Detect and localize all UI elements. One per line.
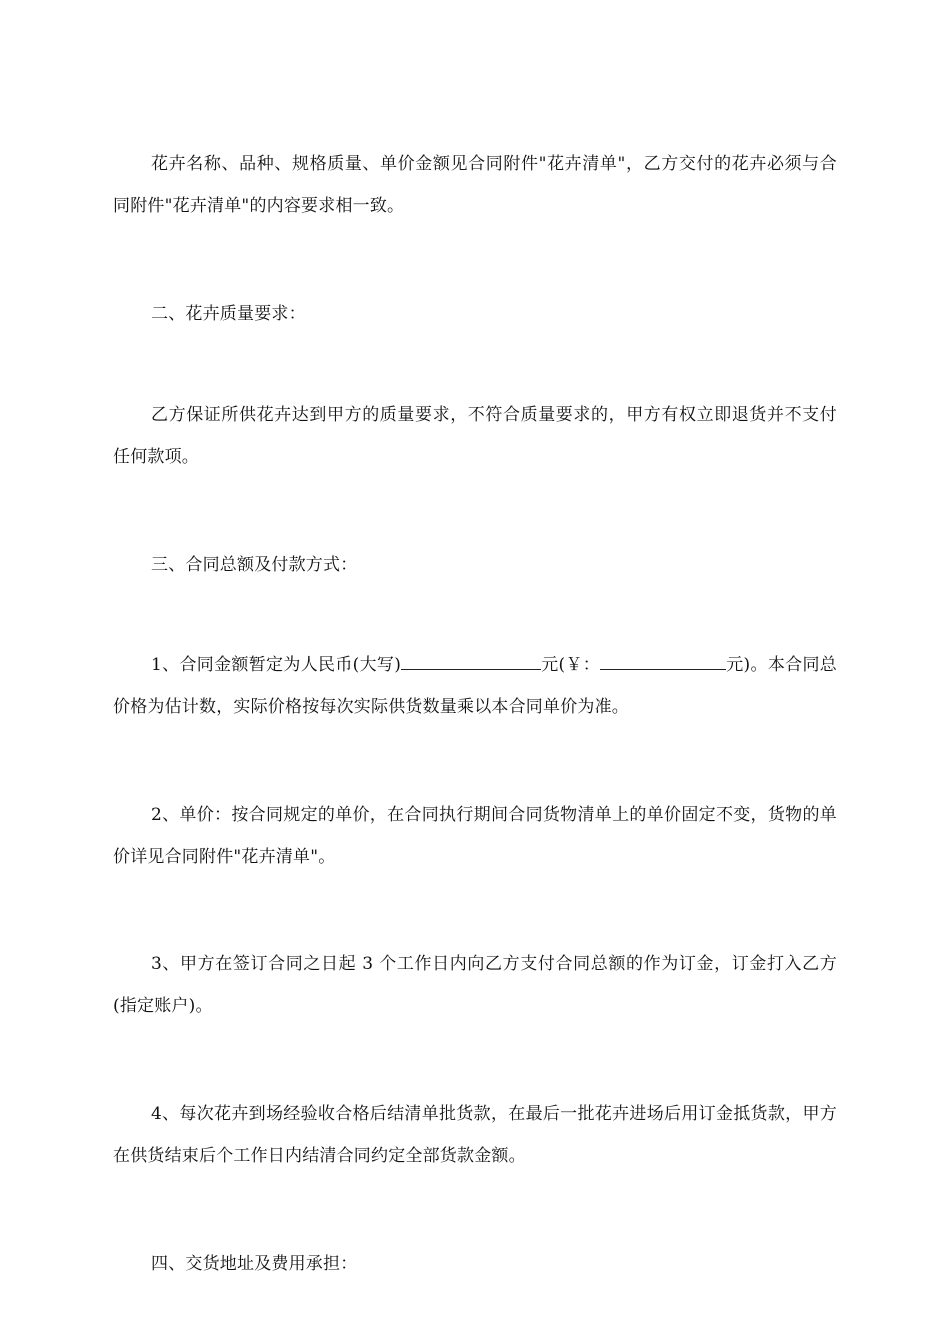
amount-words-blank — [401, 655, 541, 670]
item-1-text-b: 元(￥： — [541, 655, 601, 675]
paragraph-item-4-settlement: 4、每次花卉到场经验收合格后结清单批货款，在最后一批花卉进场后用订金抵货款，甲方在供货结束后个工作日内结清合同约定全部货款金额。 — [113, 1104, 837, 1166]
heading-total-and-payment: 三、合同总额及付款方式： — [151, 555, 358, 575]
item-1-text-a: 1、合同金额暂定为人民币(大写) — [151, 655, 402, 675]
item-1-text-c: 元)。本合同总价格为估计数，实际价格按每次实际供货数量乘以本合同单价为准。 — [113, 655, 837, 717]
heading-quality-requirements: 二、花卉质量要求： — [151, 304, 306, 324]
paragraph-item-2-unit-price: 2、单价：按合同规定的单价，在合同执行期间合同货物清单上的单价固定不变，货物的单价详见合同附件"花卉清单"。 — [113, 805, 837, 867]
paragraph-flower-list: 花卉名称、品种、规格质量、单价金额见合同附件"花卉清单"，乙方交付的花卉必须与合同附件"花卉清单"的内容要求相一致。 — [113, 154, 837, 216]
paragraph-item-1-contract-amount — [113, 644, 837, 728]
heading-delivery-address: 四、交货地址及费用承担： — [151, 1254, 358, 1274]
paragraph-item-3-deposit: 3、甲方在签订合同之日起 3 个工作日内向乙方支付合同总额的作为订金，订金打入乙方(指定账户)。 — [113, 954, 837, 1016]
amount-figures-blank — [600, 655, 726, 670]
paragraph-quality-guarantee: 乙方保证所供花卉达到甲方的质量要求，不符合质量要求的，甲方有权立即退货并不支付任何款项。 — [113, 405, 837, 467]
